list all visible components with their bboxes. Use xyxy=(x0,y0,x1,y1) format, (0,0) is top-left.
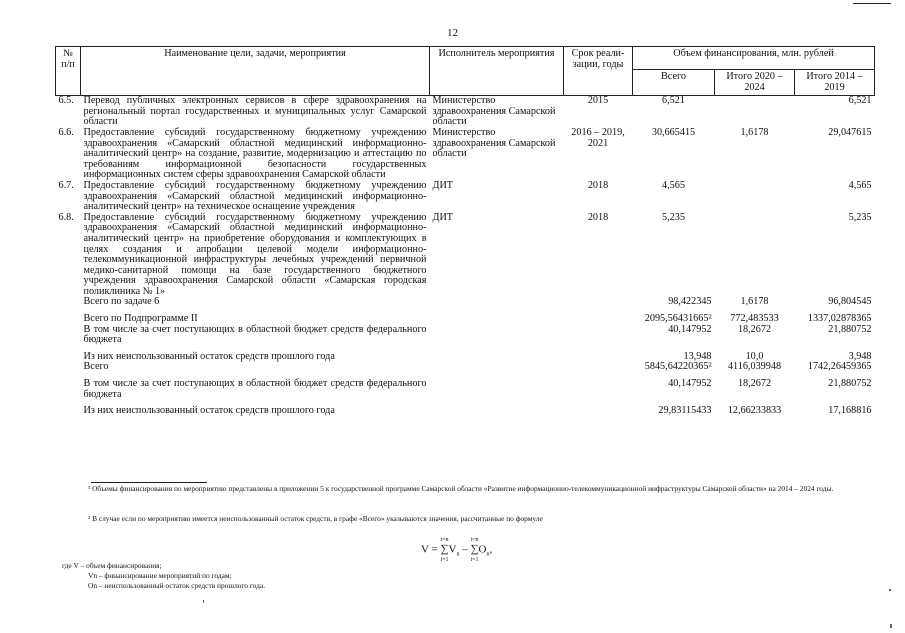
total-value: 29,83115433 xyxy=(658,405,712,417)
row-executor xyxy=(430,308,564,325)
footnote-divider xyxy=(91,482,207,483)
row-name: Предоставление субсидий государственному бюджетному учреждению здравоохранения «Самарский областной медицинский информационно-аналитический центр» на создание, развитие, модернизацию и аттестацию по требованиям информационной безопасности государственных информационных систем сферы здравоохранения Самарской области xyxy=(83,126,427,181)
legend-line-2: Vn – финансирование мероприятий по годам; xyxy=(88,571,232,580)
total-itogo-2014-2019: 17,168816 xyxy=(828,405,872,417)
header-name: Наименование цели, задачи, мероприятия xyxy=(81,47,430,96)
total-row xyxy=(56,346,875,363)
legend-line-1: где V – объем финансирования; xyxy=(62,561,162,570)
total-itogo-2020-2024: 772,483533 xyxy=(730,313,779,325)
total-itogo-2020-2024: 18,2672 xyxy=(737,323,772,335)
legend-line-3: On – неиспользованный остаток средств прошлого года. xyxy=(88,581,266,590)
total-name: Всего по задаче 6 xyxy=(83,296,160,308)
total-itogo-2020-2024: 4116,039948 xyxy=(727,361,782,373)
header-funding: Объем финансирования, млн. рублей xyxy=(633,47,875,70)
total-value: 2095,56431665² xyxy=(644,313,712,325)
total-value: 13,948 xyxy=(683,350,712,362)
row-number xyxy=(56,346,81,363)
row-executor: Министерство здравоохранения Самарской области xyxy=(432,95,556,128)
row-number: 6.7. xyxy=(58,179,74,191)
total-itogo-2014-2019: 21,880752 xyxy=(828,323,872,335)
row-term xyxy=(564,308,633,325)
row-term xyxy=(564,297,633,308)
total-row xyxy=(56,400,875,417)
total-row xyxy=(56,373,875,400)
row-term xyxy=(564,400,633,417)
row-name: Предоставление субсидий государственному бюджетному учреждению здравоохранения «Самарский областной медицинский информационно-аналитический центр» на техническое оснащение учреждения xyxy=(83,179,427,213)
total-itogo-2014-2019: 96,804545 xyxy=(828,296,872,308)
page-number: 12 xyxy=(447,27,458,39)
row-number xyxy=(56,297,81,308)
header-num: № п/п xyxy=(56,47,81,96)
scan-mark xyxy=(889,589,891,591)
total-itogo-2014-2019: 3,948 xyxy=(848,350,872,362)
formula: V = $^{i=n}$ ∑ $_{i=1}V_n - ^{i=n}$ ∑ $_{i=1}O_n$, xyxy=(421,537,493,563)
row-term: 2018 xyxy=(587,179,609,191)
row-itogo-2014-2019: 4,565 xyxy=(848,179,872,191)
row-number xyxy=(56,362,81,373)
total-value: 98,422345 xyxy=(668,296,712,308)
row-executor: Министерство здравоохранения Самарской области xyxy=(432,126,556,160)
row-number xyxy=(56,400,81,417)
total-name: В том числе за счет поступающих в областной бюджет средств федерального бюджета xyxy=(83,378,427,400)
row-executor xyxy=(430,362,564,373)
row-itogo-2020-2024 xyxy=(715,96,795,128)
table-row xyxy=(56,96,875,128)
row-itogo-2020-2024 xyxy=(715,213,795,298)
row-itogo-2020-2024: 1,6178 xyxy=(740,126,769,138)
top-edge-line xyxy=(853,3,891,4)
row-term: 2018 xyxy=(587,211,609,223)
total-name: Всего по Подпрограмме II xyxy=(83,313,198,325)
footnote-2: ² В случае если по мероприятию имеется неиспользованный остаток средств, в графе «Всего» указываются значения, рассчитанные по формуле xyxy=(88,514,543,523)
total-itogo-2014-2019: 21,880752 xyxy=(828,378,872,390)
header-total: Всего xyxy=(633,70,715,96)
row-itogo-2014-2019: 29,047615 xyxy=(828,126,872,138)
row-number: 6.6. xyxy=(58,126,74,138)
footnote-1: ¹ Объемы финансирования по мероприятию представлены в приложении 5 к государственной программе Самарской области «Развитие информационно-телекоммуникационной инфраструктуры Самарской области» на 2014 – 2024 годы. xyxy=(88,484,834,493)
row-executor: ДИТ xyxy=(432,211,454,223)
table-row xyxy=(56,128,875,181)
row-total: 5,235 xyxy=(662,211,685,223)
row-total: 4,565 xyxy=(662,179,685,191)
formula-legend xyxy=(62,561,265,591)
row-executor xyxy=(430,400,564,417)
total-itogo-2020-2024: 18,2672 xyxy=(737,378,772,390)
row-name: Перевод публичных электронных сервисов в сфере здравоохранения на региональный портал государственных и муниципальных услуг Самарской области xyxy=(83,95,427,128)
total-itogo-2014-2019: 1742,26459365 xyxy=(807,361,872,373)
total-name: Всего xyxy=(83,361,109,373)
header-term: Срок реали-зации, годы xyxy=(564,47,633,96)
table-row xyxy=(56,181,875,213)
funding-table xyxy=(55,46,875,417)
total-value: 40,147952 xyxy=(668,323,712,335)
total-itogo-2020-2024: 1,6178 xyxy=(740,296,769,308)
row-term xyxy=(564,362,633,373)
row-term xyxy=(564,325,633,346)
table-body xyxy=(56,96,875,417)
row-number: 6.8. xyxy=(58,211,74,223)
row-term: 2016 – 2019, 2021 xyxy=(571,126,625,149)
total-itogo-2014-2019: 1337,02878365 xyxy=(807,313,872,325)
total-itogo-2020-2024: 10,0 xyxy=(745,350,764,362)
row-executor xyxy=(430,297,564,308)
row-term xyxy=(564,373,633,400)
row-name: Предоставление субсидий государственному бюджетному учреждению здравоохранения «Самарский областной медицинский информационно-аналитический центр» на приобретение оборудования и комплектующих в целях создания и апробации целевой модели информационно-телекоммуникационной инфраструктуры лечебных учреждений первичной медико-санитарной помощи на базе государственного бюджетного учреждения здравоохранения Самарской области «Самарская городская поликлиника № 1» xyxy=(83,211,427,297)
row-total: 6,521 xyxy=(662,95,685,107)
row-term xyxy=(564,346,633,363)
row-executor xyxy=(430,325,564,346)
row-number xyxy=(56,373,81,400)
row-executor: ДИТ xyxy=(432,179,454,191)
total-value: 5845,64220365² xyxy=(644,361,712,373)
row-executor xyxy=(430,346,564,363)
row-number xyxy=(56,308,81,325)
total-row xyxy=(56,362,875,373)
header-itogo-2014-2019: Итого 2014 – 2019 xyxy=(795,70,875,96)
total-row xyxy=(56,308,875,325)
total-value: 40,147952 xyxy=(668,378,712,390)
total-name: Из них неиспользованный остаток средств прошлого года xyxy=(83,350,335,362)
row-number: 6.5. xyxy=(58,95,74,107)
row-executor xyxy=(430,373,564,400)
scan-mark xyxy=(890,624,892,628)
row-term: 2015 xyxy=(587,95,609,107)
header-itogo-2020-2024: Итого 2020 – 2024 xyxy=(715,70,795,96)
row-itogo-2014-2019: 5,235 xyxy=(848,211,872,223)
row-total: 30,665415 xyxy=(651,126,696,138)
row-itogo-2020-2024 xyxy=(715,181,795,213)
header-executor: Исполнитель мероприятия xyxy=(430,47,564,96)
total-itogo-2020-2024: 12,66233833 xyxy=(727,405,782,417)
total-row xyxy=(56,297,875,308)
total-row xyxy=(56,325,875,346)
scan-mark xyxy=(203,600,204,603)
row-itogo-2014-2019: 6,521 xyxy=(848,95,872,107)
total-name: В том числе за счет поступающих в областной бюджет средств федерального бюджета xyxy=(83,323,427,346)
table-row xyxy=(56,213,875,298)
row-number xyxy=(56,325,81,346)
total-name: Из них неиспользованный остаток средств прошлого года xyxy=(83,405,335,417)
